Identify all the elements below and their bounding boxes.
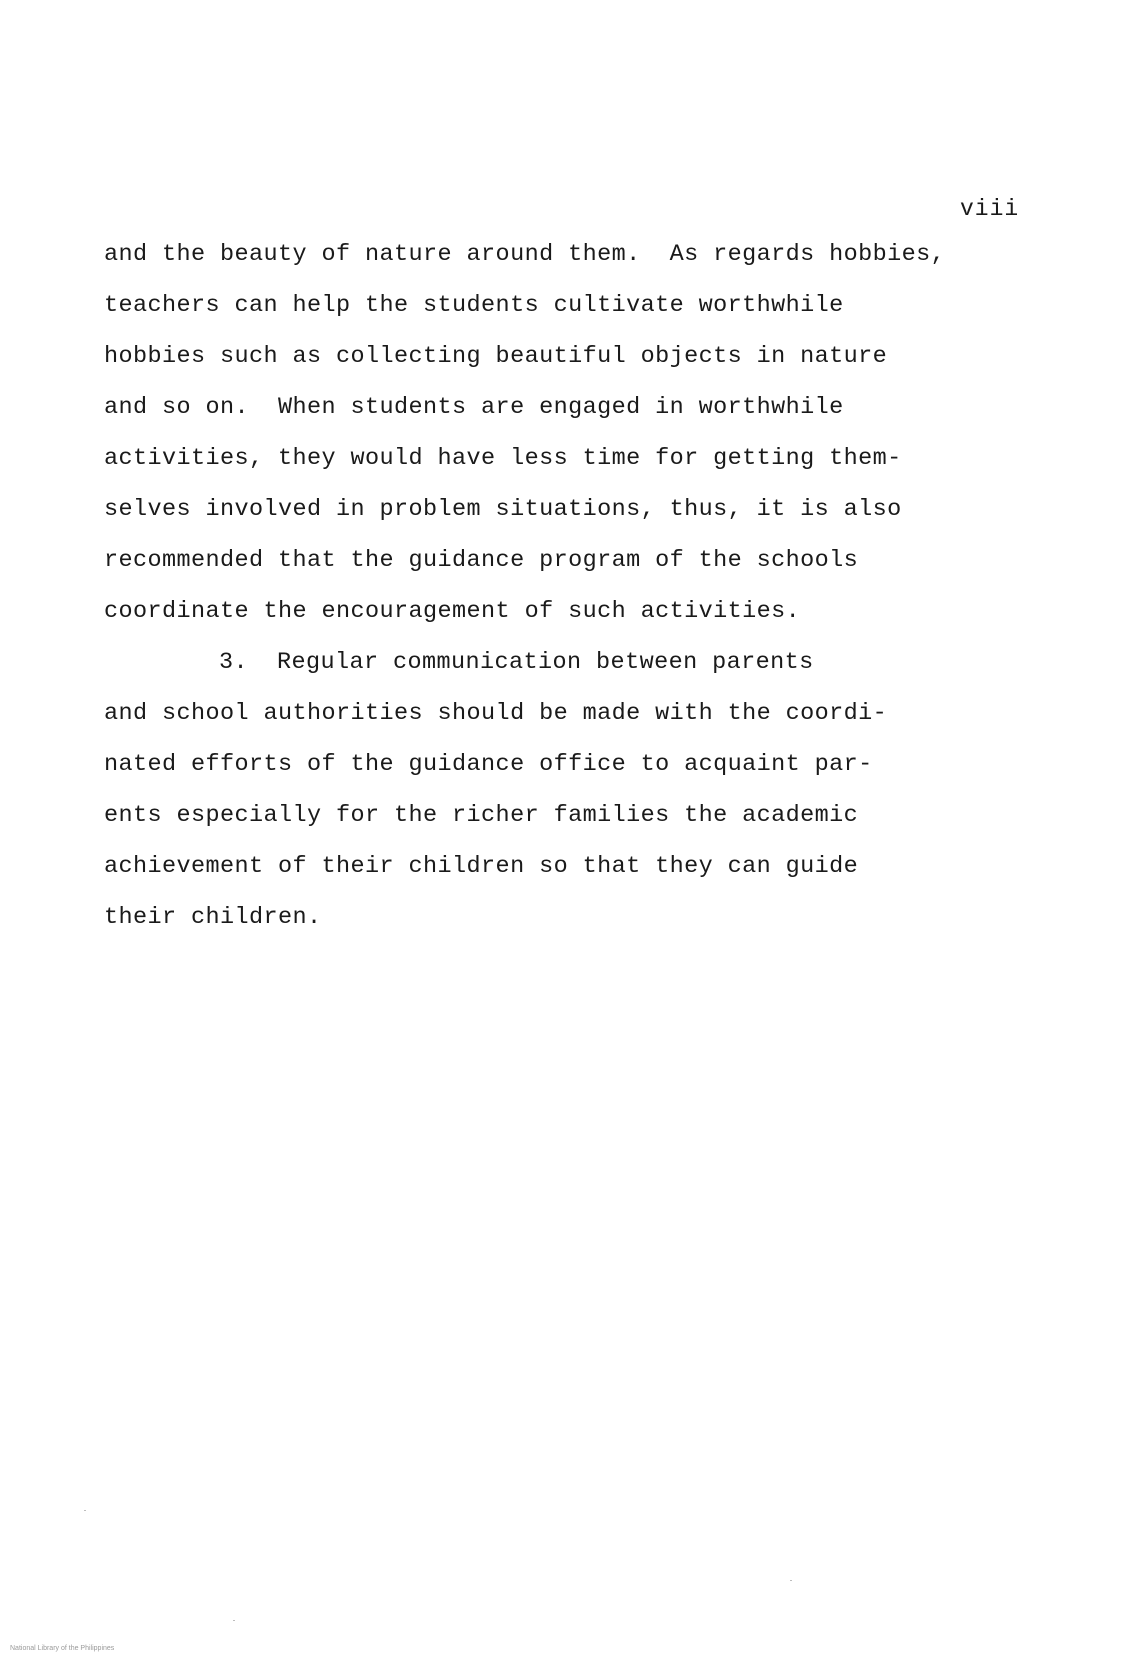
text-line: achievement of their children so that they can guide [104,853,859,880]
text-line: their children. [104,904,322,931]
page-number: viii [960,196,1020,222]
scan-speck [790,1580,792,1581]
text-line: nated efforts of the guidance office to acquaint par- [104,751,873,778]
text-line: 3. Regular communication between parents [219,649,814,676]
text-line: and so on. When students are engaged in worthwhile [104,394,844,421]
text-line: and the beauty of nature around them. As regards hobbies, [104,241,946,268]
text-line: and school authorities should be made with the coordi- [104,700,888,727]
text-line: teachers can help the students cultivate worthwhile [104,292,844,319]
scan-speck [84,1510,86,1511]
text-line: coordinate the encouragement of such activities. [104,598,801,625]
scan-speck [233,1620,235,1621]
text-line: activities, they would have less time for getting them- [104,445,902,472]
text-line: hobbies such as collecting beautiful objects in nature [104,343,888,370]
text-line: ents especially for the richer families the academic [104,802,859,829]
scan-footer: National Library of the Philippines [10,1645,115,1652]
text-line: recommended that the guidance program of the schools [104,547,859,574]
text-line: selves involved in problem situations, thus, it is also [104,496,902,523]
